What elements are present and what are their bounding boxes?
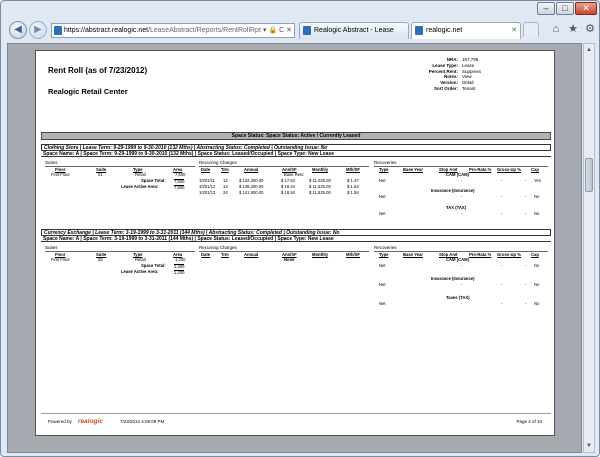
favorites-star-icon[interactable]: ★ xyxy=(568,23,578,35)
forward-button[interactable]: ▶ xyxy=(29,21,47,39)
col-floor: Floor xyxy=(55,167,66,172)
recovery-pro-rata: - xyxy=(501,194,503,199)
param-value: Lease xyxy=(462,62,475,68)
col-date: Date xyxy=(201,252,211,257)
space-status-band: Space Status: Space Status: Active / Currently Leased xyxy=(41,132,551,140)
charge-ann-sf: $ 18.44 xyxy=(281,184,295,189)
recovery-stop-amt: - xyxy=(461,194,463,199)
scroll-up-arrow-icon[interactable]: ▲ xyxy=(586,47,592,53)
space-line: Space Name: A | Space Term: 3-19-1999 to 3-31-2011 (144 Mths) | Space Status: Leased/Occupied | Space Type: New Lease xyxy=(41,236,551,242)
col-stop-amt: Stop Amt xyxy=(439,252,458,257)
page-indicator: Page 4 of 10 xyxy=(516,419,542,424)
param-label: Percent Rent: xyxy=(428,68,458,74)
recovery-title: Taxes (TAX) xyxy=(446,295,470,300)
new-tab-button[interactable] xyxy=(523,22,539,37)
space-total-value: 7,500 xyxy=(174,179,185,184)
recovery-cap: No xyxy=(534,194,540,199)
charge-trm: 12 xyxy=(223,178,228,183)
no-charges-label: None xyxy=(284,257,295,262)
charge-annual: $ 132,300.00 xyxy=(239,178,264,183)
tab-label: Realogic Abstract - Lease xyxy=(314,27,394,34)
recovery-pro-rata: - xyxy=(501,263,503,268)
area-value: 7,500 xyxy=(175,172,186,177)
col-suite: Suite xyxy=(96,167,107,172)
space-total-value: 1,200 xyxy=(174,264,185,269)
col-annual: Annual xyxy=(244,252,259,257)
recovery-cap: No xyxy=(534,211,540,216)
report-timestamp: 7/23/2012 4:08:09 PM xyxy=(120,419,165,424)
col-ann-sf: Ann/SF xyxy=(282,252,297,257)
home-icon[interactable]: ⌂ xyxy=(552,23,560,35)
col-area: Area xyxy=(173,167,183,172)
recovery-stop-amt: - xyxy=(461,282,463,287)
recovery-pro-rata: - xyxy=(501,282,503,287)
gear-icon[interactable]: ⚙ xyxy=(585,23,595,35)
charge-trm: 24 xyxy=(223,190,228,195)
charge-date: 10/01/13 xyxy=(199,190,216,195)
lease-active-value: 1,200 xyxy=(174,270,185,275)
recovery-title: CAM (CAM) xyxy=(446,172,470,177)
suite-value: 01 xyxy=(98,172,103,177)
recovery-title: Insurance (Insurance) xyxy=(431,188,475,193)
param-value: 167,795 xyxy=(462,57,479,62)
param-label: Lease Type: xyxy=(432,62,458,68)
param-value: View xyxy=(462,74,472,80)
recoveries-section-title: Recoveries xyxy=(374,246,548,252)
param-value: Detail xyxy=(462,80,474,86)
address-host: abstract.realogic.net xyxy=(85,27,149,34)
recovery-title: CAM (CAM) xyxy=(446,257,470,262)
charge-mth-sf: $ 1.47 xyxy=(347,178,359,183)
lease-active-label: Lease Active Area: xyxy=(121,269,159,274)
col-date: Date xyxy=(201,167,211,172)
navigation-bar xyxy=(1,19,599,41)
tab-favicon-icon xyxy=(415,26,423,35)
area-value: 1,200 xyxy=(175,257,186,262)
type-value: Retail xyxy=(135,172,146,177)
param-label: Sort Order: xyxy=(433,85,458,91)
tenant-header: Clothing Store | Lease Term: 9-29-1999 to 9-30-2010 (132 Mths) | Abstracting Status: Completed | Outstanding Issue: No xyxy=(41,144,551,151)
col-floor: Floor xyxy=(55,252,66,257)
recovery-gross-up: - xyxy=(525,301,527,306)
col-base-year: Base Year xyxy=(403,252,423,257)
tenant-block-clothing-store xyxy=(41,144,551,234)
suites-section-title: Suites xyxy=(45,161,195,167)
col-rec-type: Type xyxy=(379,252,389,257)
recovery-gross-up: - xyxy=(525,263,527,268)
property-name: Realogic Retail Center xyxy=(48,87,128,96)
col-cap: Cap xyxy=(531,167,539,172)
recovery-type: Net xyxy=(379,282,386,287)
space-total-label: Space Total: xyxy=(141,178,166,183)
recovery-stop-amt: - xyxy=(461,263,463,268)
recovery-pro-rata: - xyxy=(501,178,503,183)
vertical-scrollbar[interactable] xyxy=(583,43,595,453)
report-footer xyxy=(48,417,544,429)
col-mth-sf: Mth/SF xyxy=(346,167,360,172)
site-favicon-icon xyxy=(54,26,62,35)
tab-close-icon[interactable]: ✕ xyxy=(511,27,517,34)
tab-realogic-net[interactable] xyxy=(411,22,521,39)
recovery-cap: No xyxy=(534,282,540,287)
title-bar xyxy=(1,1,599,19)
charge-monthly: $ 11,525.00 xyxy=(309,184,331,189)
floor-value: First Floor xyxy=(51,257,70,262)
recovery-stop-amt: - xyxy=(461,178,463,183)
param-label: NRA: xyxy=(446,57,458,62)
recovery-gross-up: - xyxy=(525,194,527,199)
scroll-down-arrow-icon[interactable]: ▼ xyxy=(586,443,592,449)
recurring-section-title: Recurring Charges xyxy=(199,246,369,252)
powered-by-label: Powered by xyxy=(48,419,72,424)
recovery-type: Net xyxy=(379,194,386,199)
col-gross-up: Gross-Up % xyxy=(497,167,521,172)
charge-monthly: $ 11,025.00 xyxy=(309,178,331,183)
recovery-type: Net xyxy=(379,178,386,183)
col-gross-up: Gross-Up % xyxy=(497,252,521,257)
type-value: Retail xyxy=(135,257,146,262)
recovery-title: Insurance (Insurance) xyxy=(431,276,475,281)
recovery-type: Net xyxy=(379,301,386,306)
recovery-pro-rata: - xyxy=(501,211,503,216)
col-mth-sf: Mth/SF xyxy=(346,252,360,257)
col-area: Area xyxy=(173,252,183,257)
col-monthly: Monthly xyxy=(312,252,329,257)
col-trm: Trm xyxy=(221,252,229,257)
back-button[interactable]: ◀ xyxy=(9,21,27,39)
recovery-stop-amt: - xyxy=(461,301,463,306)
charge-date: 10/01/11 xyxy=(199,178,215,183)
realogic-logo: realogic xyxy=(78,418,103,425)
tenant-header: Currency Exchange | Lease Term: 3-19-1999 to 3-31-2011 (144 Mths) | Abstracting Status: Completed | Outstanding Issue: No xyxy=(41,229,551,236)
recovery-pro-rata: - xyxy=(501,301,503,306)
recoveries-section-title: Recoveries xyxy=(374,161,548,167)
lease-active-value: 7,500 xyxy=(174,185,185,190)
footer-divider xyxy=(41,413,551,414)
charge-mth-sf: $ 1.58 xyxy=(347,190,359,195)
charge-annual: $ 138,300.00 xyxy=(239,184,264,189)
recovery-stop-amt: - xyxy=(461,211,463,216)
lease-active-label: Lease Active Area: xyxy=(121,184,159,189)
col-annual: Annual xyxy=(244,167,259,172)
close-window-button[interactable]: ✕ xyxy=(575,2,597,15)
suites-section-title: Suites xyxy=(45,246,195,252)
recovery-gross-up: - xyxy=(525,211,527,216)
suite-value: 25 xyxy=(98,257,103,262)
recovery-cap: No xyxy=(534,263,540,268)
col-type: Type xyxy=(133,167,143,172)
col-suite: Suite xyxy=(96,252,107,257)
tab-favicon-icon xyxy=(303,26,311,35)
tenant-block-currency-exchange xyxy=(41,229,551,324)
address-bar-icons[interactable]: ▾ 🔒 C ✕ xyxy=(261,24,292,37)
col-stop-amt: Stop Amt xyxy=(439,167,458,172)
scrollbar-thumb[interactable] xyxy=(585,158,593,192)
recovery-gross-up: - xyxy=(525,178,527,183)
charge-monthly: $ 11,825.00 xyxy=(309,190,331,195)
space-line: Space Name: A | Space Term: 9-29-1999 to 9-30-2010 (132 Mths) | Space Status: Leased/Occupied | Space Type: New Lease xyxy=(41,151,551,157)
col-type: Type xyxy=(133,252,143,257)
param-value: Tenant xyxy=(462,85,476,91)
address-path: /LeaseAbstract/Reports/RentRollRpt xyxy=(148,27,261,34)
col-pro-rata: Pro-Rata % xyxy=(469,252,492,257)
charge-ann-sf: $ 18.92 xyxy=(281,190,295,195)
tab-label: realogic.net xyxy=(426,27,463,34)
col-pro-rata: Pro-Rata % xyxy=(469,167,492,172)
col-monthly: Monthly xyxy=(312,167,329,172)
param-label: Version: xyxy=(440,80,458,86)
col-cap: Cap xyxy=(531,252,539,257)
col-rec-type: Type xyxy=(379,167,389,172)
recovery-gross-up: - xyxy=(525,282,527,287)
report-title: Rent Roll (as of 7/23/2012) xyxy=(48,66,148,75)
col-base-year: Base Year xyxy=(403,167,423,172)
recurring-section-title: Recurring Charges xyxy=(199,161,369,167)
charge-ann-sf: $ 17.64 xyxy=(281,178,295,183)
charge-date: 10/01/12 xyxy=(199,184,216,189)
base-rent-label: Base Rent xyxy=(284,172,304,177)
recovery-title: TAX (TAX) xyxy=(446,205,467,210)
recovery-type: Net xyxy=(379,263,386,268)
recovery-cap: No xyxy=(534,301,540,306)
minimize-button[interactable]: – xyxy=(537,2,555,15)
maximize-button[interactable]: □ xyxy=(556,2,574,15)
space-total-label: Space Total: xyxy=(141,263,166,268)
charge-mth-sf: $ 1.54 xyxy=(347,184,359,189)
report-parameters xyxy=(404,58,524,93)
charge-annual: $ 141,900.00 xyxy=(239,190,264,195)
param-value: Suppress xyxy=(462,68,482,74)
address-bar[interactable] xyxy=(51,23,295,38)
recovery-cap: Yes xyxy=(534,178,541,183)
param-label: Notes: xyxy=(443,74,458,80)
recovery-type: Net xyxy=(379,211,386,216)
charge-trm: 12 xyxy=(223,184,228,189)
report-page xyxy=(35,50,555,436)
col-ann-sf: Ann/SF xyxy=(282,167,297,172)
address-prefix: https:// xyxy=(64,27,86,34)
tab-realogic-abstract[interactable] xyxy=(299,22,409,39)
floor-value: First Floor xyxy=(51,172,70,177)
col-trm: Trm xyxy=(221,167,229,172)
